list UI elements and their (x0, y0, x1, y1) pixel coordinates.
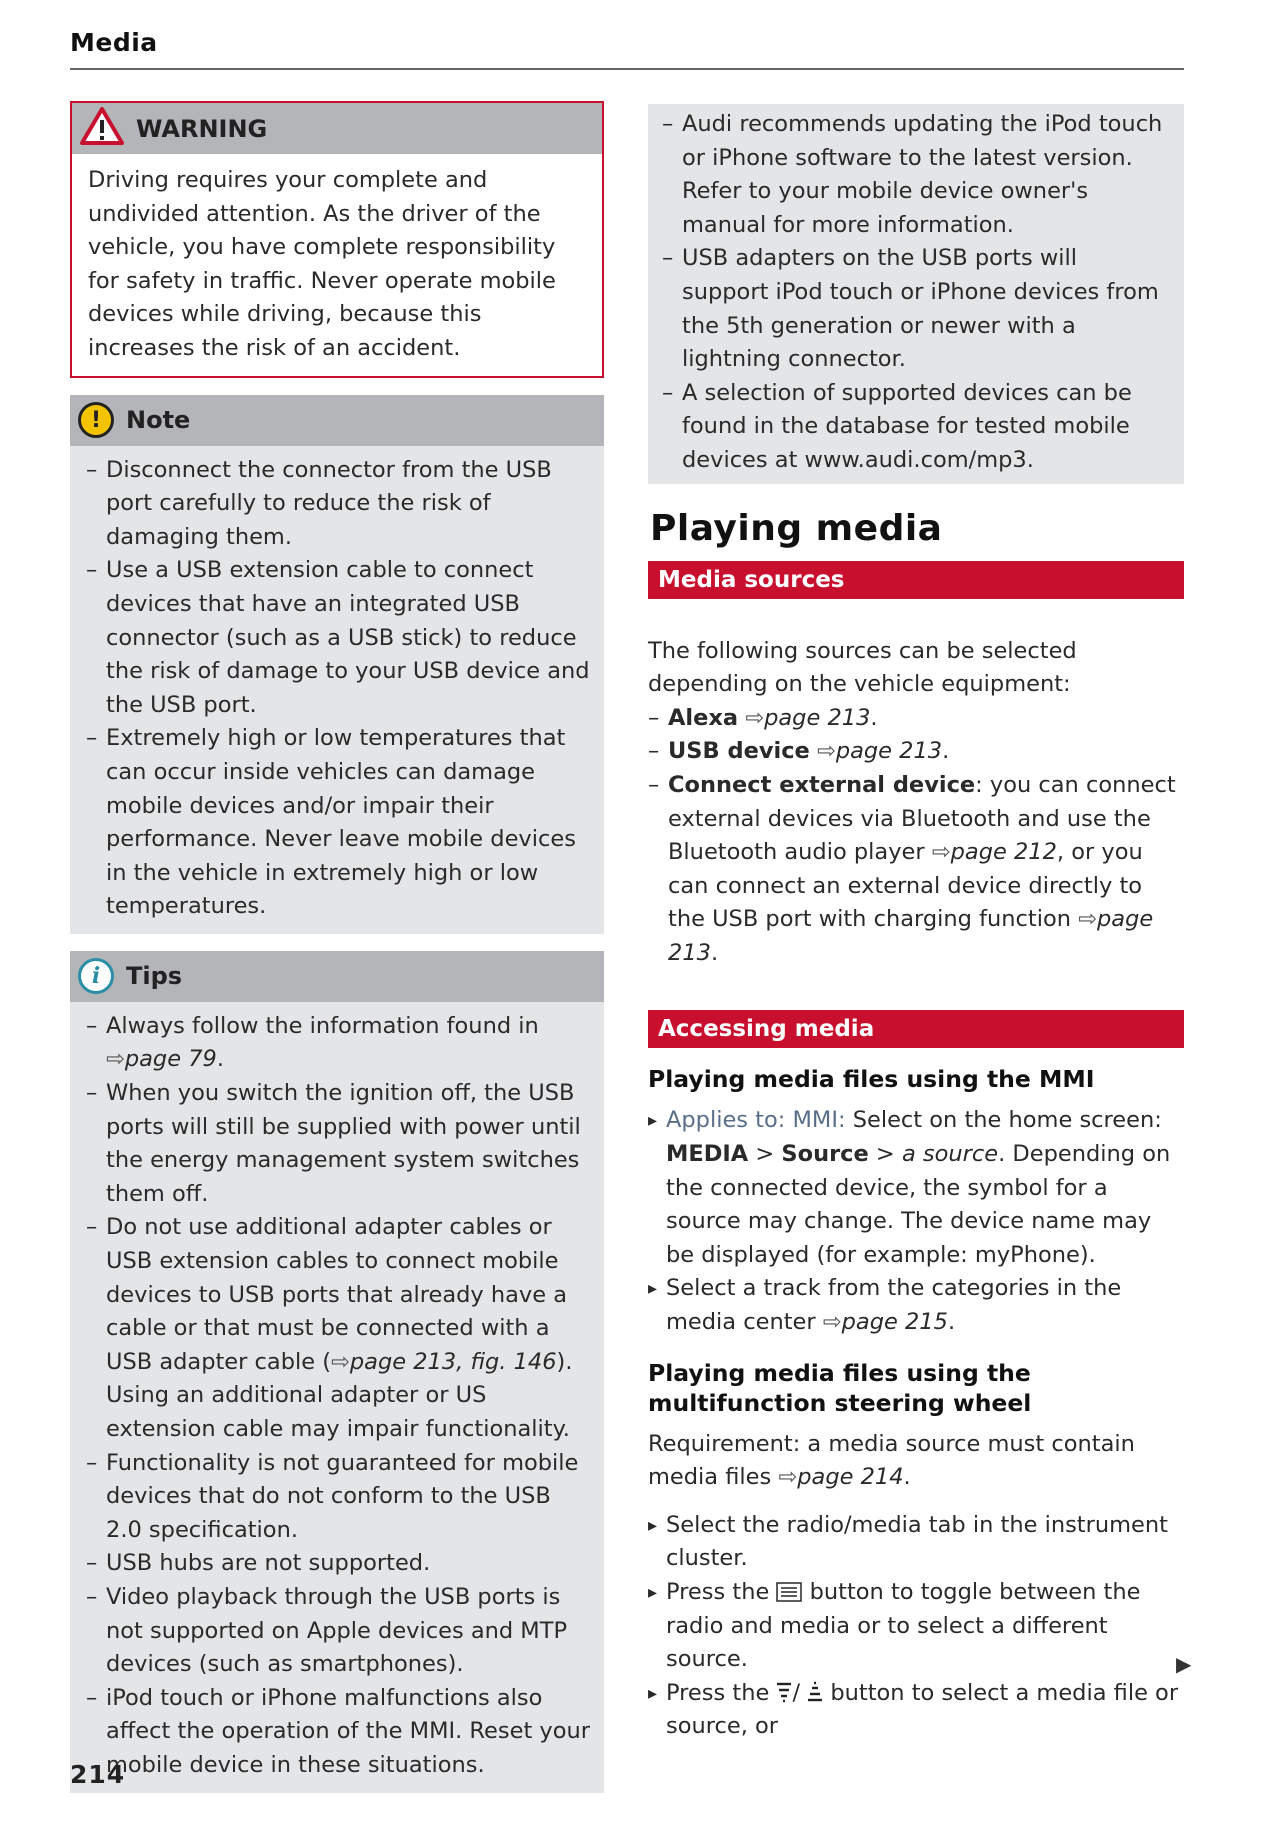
scroll-up-button-icon (776, 1677, 792, 1711)
list-item: ▸ Press the button to toggle between the radio and media or to select a different source. (648, 1576, 1184, 1677)
list-item: – Alexa ⇨page 213. (648, 702, 1184, 736)
wheel-requirement: Requirement: a media source must contain media files ⇨page 214. (648, 1430, 1135, 1491)
wheel-subheading: Playing media files using the multifunction steering wheel (648, 1358, 1032, 1417)
page-xref[interactable]: ⇨page 213 (816, 738, 943, 765)
note-list (86, 454, 590, 924)
exclamation-circle-icon: ! (78, 402, 114, 438)
tips-title: Tips (126, 962, 183, 991)
warning-box (70, 101, 604, 378)
menu-media: MEDIA (666, 1141, 749, 1168)
xref-arrow-icon: ⇨ (106, 1046, 125, 1073)
xref-arrow-icon: ⇨ (331, 1348, 350, 1375)
mmi-subheading: Playing media files using the MMI (648, 1065, 1095, 1094)
list-item: ▸ Applies to: MMI: Select on the home screen: MEDIA > Source > a source. Depending on the connected device, the symbol for a source may change. The device name may be displayed (for example: myPhone). (648, 1104, 1184, 1272)
list-item: – Extremely high or low temperatures that can occur inside vehicles can damage mobile devices and/or impair their performance. Never leave mobile devices in the vehicle in extremely high or low temperatures. (86, 722, 590, 924)
source-list-button-icon (776, 1576, 802, 1610)
list-item: ▸ Select the radio/media tab in the instrument cluster. (648, 1509, 1184, 1576)
warning-triangle-icon (80, 106, 124, 152)
page-xref[interactable]: ⇨page 213 (745, 704, 871, 731)
tips-box (70, 951, 604, 1793)
section-title: Media (70, 28, 158, 57)
list-item: – Audi recommends updating the iPod touch or iPhone software to the latest version. Refer to your mobile device owner's manual for more information. (662, 108, 1170, 242)
continue-arrow-icon: ▶ (1176, 1652, 1192, 1676)
tips-list (86, 1010, 590, 1783)
list-item: – USB device ⇨page 213. (648, 735, 1184, 769)
tip-text: Do not use additional adapter cables or USB extension cables to connect mobile devices to USB ports that already have a cable or that must be connected with a USB adapter cable ( (106, 1214, 568, 1375)
list-item: – When you switch the ignition off, the USB ports will still be supplied with power until the energy management system switches them off. (86, 1077, 590, 1211)
note-header (70, 395, 604, 446)
list-item: – Connect external device: you can connect external devices via Bluetooth and use the Bluetooth audio player ⇨page 212, or you can connect an external device directly to the USB port with charging function ⇨page 213. (648, 769, 1184, 971)
accessing-media-heading: Accessing media (648, 1010, 1184, 1048)
media-sources-list (648, 702, 1184, 971)
page-xref[interactable]: ⇨page 213, fig. 146 (331, 1348, 557, 1375)
page-number: 214 (70, 1760, 126, 1789)
list-item: ▸ Select a track from the categories in the media center ⇨page 215. (648, 1272, 1184, 1339)
tips-continued-box (648, 104, 1184, 484)
applies-to-label: Applies to: MMI: (666, 1107, 846, 1134)
note-title: Note (126, 406, 191, 435)
list-item: – Video playback through the USB ports is not supported on Apple devices and MTP devices (such as smartphones). (86, 1581, 590, 1682)
note-body (70, 446, 604, 934)
tips-continued-list (662, 108, 1170, 478)
page-xref[interactable]: ⇨page 214 (778, 1464, 904, 1491)
list-item: – Do not use additional adapter cables or USB extension cables to connect mobile devices to USB ports that already have a cable or that must be connected with a USB adapter cable (⇨page 213, fig. 146). Using an additional adapter or US extension cable may impair functionality. (86, 1211, 590, 1446)
list-item: – Functionality is not guaranteed for mobile devices that do not conform to the USB 2.0 specification. (86, 1447, 590, 1548)
chapter-title: Playing media (650, 507, 943, 549)
tips-header (70, 951, 604, 1002)
list-item: – Always follow the information found in ⇨page 79. (86, 1010, 590, 1077)
media-sources-heading: Media sources (648, 561, 1184, 599)
list-item: – Use a USB extension cable to connect devices that have an integrated USB connector (such as a USB stick) to reduce the risk of damage to your USB device and the USB port. (86, 554, 590, 722)
note-box (70, 395, 604, 934)
list-item: ▸ Press the / button to select a media file or source, or (648, 1677, 1184, 1744)
warning-title: WARNING (136, 114, 268, 143)
xref-arrow-icon: ⇨ (931, 839, 951, 866)
info-circle-icon: i (78, 958, 114, 994)
menu-source: Source (781, 1141, 869, 1168)
page-xref[interactable]: ⇨page 215 (822, 1309, 948, 1336)
page-xref[interactable]: ⇨page 212 (931, 839, 1057, 866)
header-rule (70, 68, 1184, 70)
list-item: – iPod touch or iPhone malfunctions also affect the operation of the MMI. Reset your mobile device in these situations. (86, 1682, 590, 1783)
mmi-steps (648, 1104, 1184, 1339)
page-xref[interactable]: ⇨page 213 (668, 906, 1154, 966)
xref-arrow-icon: ⇨ (822, 1309, 842, 1336)
tip-text: Always follow the information found in (106, 1012, 539, 1039)
right-column (648, 104, 1184, 1744)
xref-arrow-icon: ⇨ (745, 704, 765, 731)
left-column (70, 101, 604, 1810)
list-item: – USB hubs are not supported. (86, 1547, 590, 1581)
page-xref[interactable]: ⇨page 79 (106, 1046, 217, 1073)
tips-body (70, 1002, 604, 1793)
list-item: – Disconnect the connector from the USB port carefully to reduce the risk of damaging them. (86, 454, 590, 555)
wheel-steps (648, 1509, 1184, 1744)
list-item: – A selection of supported devices can be found in the database for tested mobile devices at www.audi.com/mp3. (662, 377, 1170, 478)
xref-arrow-icon: ⇨ (816, 738, 836, 765)
media-sources-intro: The following sources can be selected depending on the vehicle equipment: (648, 637, 1077, 698)
scroll-down-button-icon (807, 1677, 823, 1711)
xref-arrow-icon: ⇨ (778, 1464, 798, 1491)
warning-text: Driving requires your complete and undivided attention. As the driver of the vehicle, you have complete responsibility for safety in traffic. Never operate mobile devices while driving, because this increases the risk of an accident. (72, 154, 602, 376)
xref-arrow-icon: ⇨ (1078, 906, 1098, 933)
warning-header (72, 103, 602, 154)
list-item: – USB adapters on the USB ports will support iPod touch or iPhone devices from the 5th generation or newer with a lightning connector. (662, 242, 1170, 376)
